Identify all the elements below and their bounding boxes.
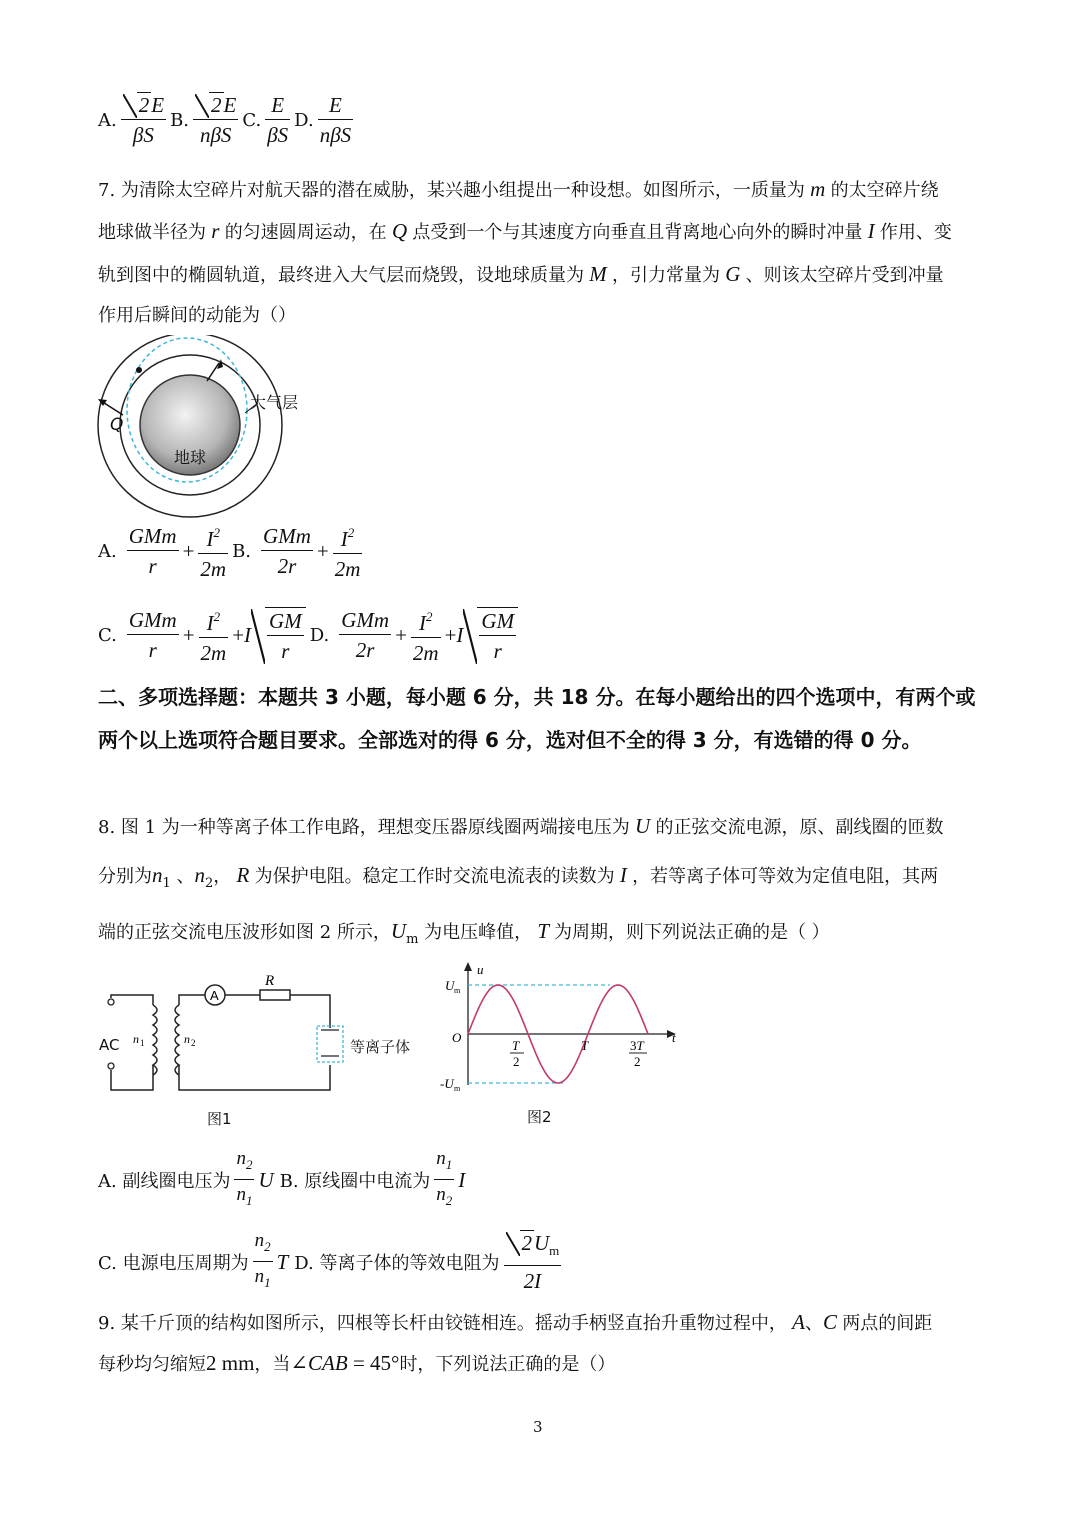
svg-text:2: 2: [191, 1038, 196, 1048]
q6-option-a-formula: $\frac{2E}{\beta S}$: [121, 92, 166, 148]
q6-option-d-formula: $\frac{E}{\text{nβS}}$: [319, 93, 352, 147]
svg-text:T: T: [581, 1038, 589, 1053]
q6-option-a-label: A.: [98, 109, 117, 131]
q6-option-c-formula: $\frac{E}{\beta S}$: [267, 93, 289, 147]
q7-line-2: 地球做半径为 r 的匀速圆周运动，在 Q 点受到一个与其速度方向垂直且背离地心向外的瞬时冲量 I 作用、变: [98, 219, 952, 243]
q8-fig1-plasma-label: 等离子体: [350, 1038, 411, 1056]
svg-text:m: m: [454, 986, 461, 995]
q8-options-ab: A. 副线圈电压为 $\frac{n_2}{n_1}$ U B. 原线圈中电流为 $\frac{n_1}{n_2}$ I: [98, 1148, 466, 1208]
svg-text:n: n: [184, 1032, 190, 1046]
q8-line-1: 8. 图 1 为一种等离子体工作电路，理想变压器原线圈两端接电压为 U 的正弦交流电源，原、副线圈的匝数: [98, 814, 944, 838]
q7-fig-q-label: Q: [110, 415, 124, 435]
q7-line-3: 轨到图中的椭圆轨道，最终进入大气层而烧毁，设地球质量为 M ，引力常量为 G 、则该太空碎片受到冲量: [98, 262, 944, 286]
svg-text:T: T: [512, 1038, 520, 1053]
svg-text:2: 2: [513, 1054, 520, 1069]
svg-text:O: O: [452, 1030, 462, 1045]
q7-line-4: 作用后瞬间的动能为（）: [98, 305, 296, 326]
svg-text:n: n: [133, 1032, 139, 1046]
page-number: 3: [533, 1418, 543, 1436]
q7-fig-atmosphere-label: 大气层: [250, 393, 299, 412]
svg-text:2: 2: [634, 1054, 641, 1069]
q6-option-c-label: C.: [242, 109, 262, 131]
section-2-heading: 二、多项选择题：本题共 3 小题，每小题 6 分，共 18 分。在每小题给出的四个选项中，有两个或两个以上选项符合题目要求。全部选对的得 6 分，选对但不全的得 3 分，有选错的得 0 分。: [98, 685, 976, 752]
q8-line-2: 分别为$n_1$ 、$n_2$， R 为保护电阻。稳定工作时交流电流表的读数为 I ，若等离子体可等效为定值电阻，其两: [98, 863, 939, 891]
svg-text:-U: -U: [440, 1076, 454, 1091]
q7-fig-earth-label: 地球: [174, 448, 207, 467]
q8-fig1-caption: 图1: [207, 1110, 232, 1128]
svg-text:A: A: [210, 988, 219, 1003]
svg-text:3T: 3T: [630, 1038, 644, 1053]
q7-line-1: 7. 为清除太空碎片对航天器的潜在威胁，某兴趣小组提出一种设想。如图所示，一质量为 m 的太空碎片绕: [98, 177, 939, 201]
q7-options-cd: C. $\frac{\text{GMm}}{r}$ + $\frac{I^2}{2m}$ + I $\frac{GM}{r}$ D. $\frac{\text{GMm}}{2r}$ + $\frac{I^2}{2m}$ + I $\frac{GM}{r}$: [98, 604, 518, 666]
svg-text:R: R: [265, 973, 275, 989]
q8-fig1-ac-label: AC: [99, 1036, 120, 1054]
q8-options-cd: C. 电源电压周期为 $\frac{n_2}{n_1}$ T D. 等离子体的等效电阻为 $\frac{2U_m}{2I}$: [98, 1230, 560, 1293]
q6-option-d-label: D.: [294, 109, 314, 131]
q8-fig2-caption: 图2: [527, 1108, 552, 1126]
svg-text:m: m: [454, 1084, 461, 1093]
q6-option-b-formula: $\frac{2E}{\text{nβS}}$: [193, 92, 238, 148]
q6-options: [98, 92, 357, 148]
q7-options-ab: A. $\frac{\text{GMm}}{r}$ + $\frac{I^2}{2m}$ B. $\frac{\text{GMm}}{2r}$ + $\frac{I^2}{2m}$: [98, 520, 366, 582]
svg-text:t: t: [672, 1030, 676, 1045]
svg-text:u: u: [477, 962, 484, 977]
q8-line-3: 端的正弦交流电压波形如图 2 所示，$U_m$ 为电压峰值， T 为周期，则下列说法正确的是（ ）: [98, 919, 830, 947]
q8-fig2-waveform: [440, 960, 680, 1095]
svg-text:1: 1: [140, 1038, 145, 1048]
q9-line-2: 每秒均匀缩短2 mm，当∠CAB = 45°时，下列说法正确的是（）: [98, 1351, 616, 1375]
q8-fig1-circuit: [95, 970, 425, 1100]
svg-text:U: U: [445, 978, 455, 993]
q6-option-b-label: B.: [170, 109, 190, 131]
q7-orbit-figure: [95, 335, 325, 520]
q9-line-1: 9. 某千斤顶的结构如图所示，四根等长杆由铰链相连。摇动手柄竖直抬升重物过程中， A、C 两点的间距: [98, 1310, 933, 1334]
